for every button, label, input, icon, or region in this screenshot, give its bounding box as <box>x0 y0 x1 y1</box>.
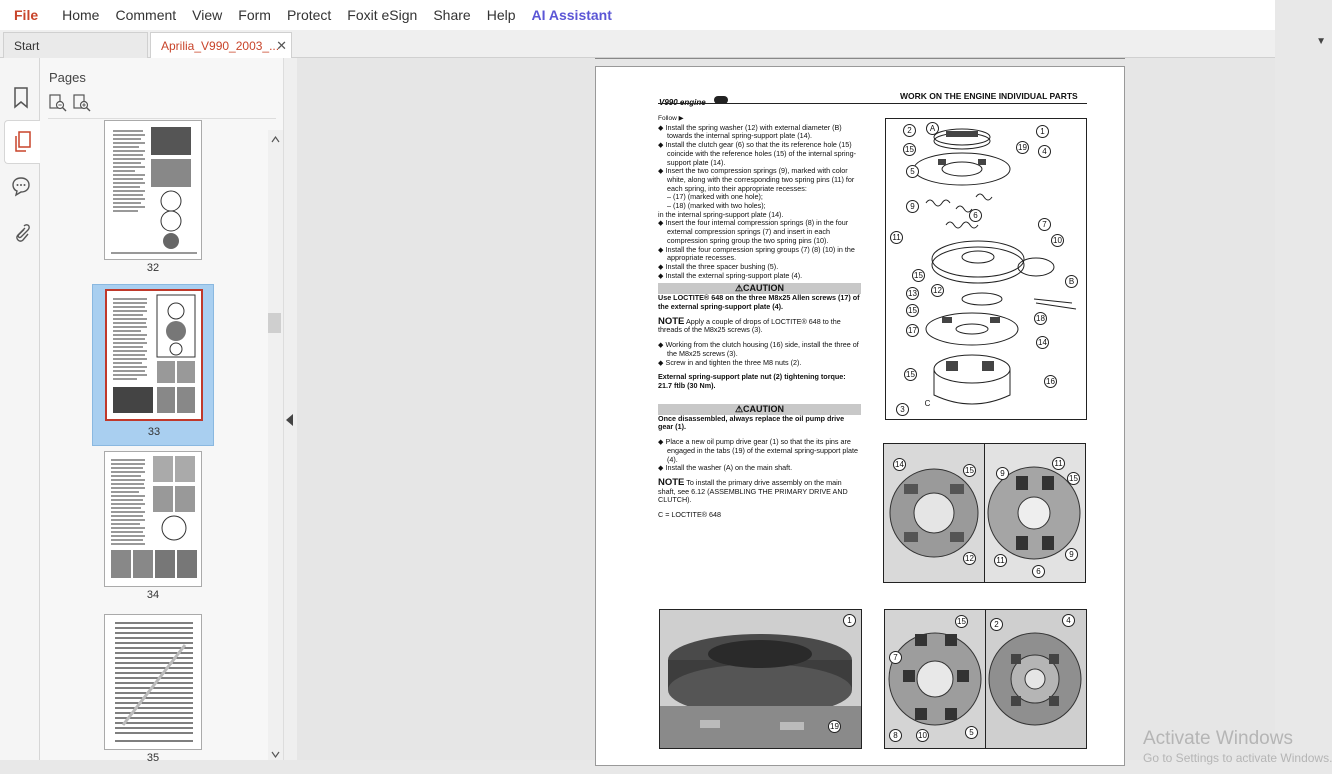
thumbnail-image <box>105 289 203 421</box>
page-thumbnail-34[interactable] <box>92 451 214 611</box>
tab-document-label: Aprilia_V990_2003_... <box>161 39 280 53</box>
callout-label: 7 <box>1038 218 1051 231</box>
page-header-right: WORK ON THE ENGINE INDIVIDUAL PARTS <box>900 91 1078 101</box>
thumbnail-image <box>104 614 202 750</box>
tab-start[interactable] <box>3 32 148 58</box>
callout-label: 12 <box>963 552 976 565</box>
previous-page-edge <box>595 58 1125 59</box>
spring-assembly-photos <box>884 609 1087 749</box>
callout-label: 17 <box>906 324 919 337</box>
callout-label: 4 <box>1038 145 1051 158</box>
callout-label: 13 <box>906 287 919 300</box>
callout-label: 7 <box>889 651 902 664</box>
page-zoom-out-icon[interactable] <box>49 94 67 112</box>
instruction: ◆ Install the washer (A) on the main shaft. <box>658 463 793 473</box>
instruction: ◆ Install the four compression spring groups (7) (8) (10) in the appropriate recesses. <box>658 244 855 263</box>
callout-label: 15 <box>955 615 968 628</box>
callout-label: 19 <box>1016 141 1029 154</box>
page-thumbnail-35[interactable] <box>92 614 214 774</box>
page-number-label: 32 <box>146 262 160 274</box>
callout-label: 5 <box>965 726 978 739</box>
divider <box>48 118 276 119</box>
note-label: NOTE <box>658 315 685 327</box>
callout-label: 8 <box>889 729 902 742</box>
callout-label: 2 <box>990 618 1003 631</box>
page-number-label: 34 <box>146 589 160 601</box>
callout-label: 19 <box>828 720 841 733</box>
callout-label: 1 <box>1036 125 1049 138</box>
callout-label: 4 <box>1062 614 1075 627</box>
instruction: in the internal spring-support plate (14). <box>658 209 784 219</box>
callout-label: 16 <box>1044 375 1057 388</box>
chevron-down-icon[interactable]: ▼ <box>1316 36 1326 47</box>
callout-label: 2 <box>903 124 916 137</box>
activation-watermark-title: Activate Windows <box>1143 728 1293 749</box>
document-page <box>595 66 1125 766</box>
callout-label: 15 <box>904 368 917 381</box>
menu-view[interactable]: View <box>192 7 223 23</box>
collapse-panel-icon[interactable] <box>286 414 294 429</box>
comment-icon[interactable] <box>7 172 35 200</box>
thumbnail-scrollbar[interactable] <box>268 130 283 760</box>
bookmark-icon[interactable] <box>7 84 35 112</box>
scrollbar-thumb[interactable] <box>268 313 281 333</box>
instruction: ◆ Install the spring washer (12) with external diameter (B) towards the internal spring-support plate (14). <box>658 122 842 141</box>
instruction: ◆ Install the three spacer bushing (5). <box>658 261 779 271</box>
page-thumbnail-32[interactable] <box>92 120 214 274</box>
callout-label: 10 <box>1051 234 1064 247</box>
close-icon[interactable]: ✕ <box>276 38 287 53</box>
instruction: – (18) (marked with two holes); <box>667 201 766 211</box>
tab-start-label: Start <box>14 39 40 53</box>
menu-share[interactable]: Share <box>433 7 471 23</box>
callout-label: 12 <box>931 284 944 297</box>
menu-bar <box>0 0 1275 30</box>
callout-label: 9 <box>1065 548 1078 561</box>
torque-spec: External spring-support plate nut (2) tightening torque: 21.7 ftlb (30 Nm). <box>658 372 846 390</box>
instruction: ◆ Screw in and tighten the three M8 nuts (2). <box>658 357 802 367</box>
menu-foxit-esign[interactable]: Foxit eSign <box>347 7 418 23</box>
callout-label: 18 <box>1034 312 1047 325</box>
page-thumbnail-list <box>40 130 268 764</box>
page-number-label: 35 <box>146 752 160 764</box>
page-text-column <box>658 115 861 520</box>
menu-protect[interactable]: Protect <box>286 7 332 23</box>
callout-label: 15 <box>963 464 976 477</box>
page-zoom-in-icon[interactable] <box>73 94 91 112</box>
callout-label: 11 <box>890 231 903 244</box>
instruction: ◆ Install the external spring-support plate (4). <box>658 270 803 280</box>
callout-label: 9 <box>906 200 919 213</box>
page-thumbnail-33[interactable] <box>92 284 214 446</box>
callout-label: 3 <box>896 403 909 416</box>
callout-label: 9 <box>996 467 1009 480</box>
tab-bar <box>0 30 1275 58</box>
pages-panel-title: Pages <box>49 70 86 85</box>
header-rule <box>658 103 1087 104</box>
instruction: ◆ Install the clutch gear (6) so that the its reference hole (15) coincide with the reference holes (15) of the internal spring-support plate (14). <box>658 140 856 167</box>
instruction: – (17) (marked with one hole); <box>667 192 763 202</box>
callout-label: 6 <box>969 209 982 222</box>
caution-text: Use LOCTITE® 648 on the three M8x25 Allen screws (17) of the external spring-support plate (4). <box>658 293 860 312</box>
menu-file[interactable]: File <box>14 7 39 23</box>
callout-label: 11 <box>1052 457 1065 470</box>
legend-text: C = LOCTITE® 648 <box>658 510 722 520</box>
follow-label: Follow ▶ <box>658 115 684 122</box>
thumbnail-image <box>104 120 202 260</box>
menu-form[interactable]: Form <box>238 7 271 23</box>
attachment-icon[interactable] <box>7 219 35 247</box>
instruction: ◆ Working from the clutch housing (16) side, install the three of the M8x25 screws (3). <box>658 340 859 358</box>
pages-panel <box>40 58 283 764</box>
note-text: To install the primary drive assembly on the main shaft, see 6.12 (ASSEMBLING THE PRIMARY DRIVE AND CLUTCH). <box>658 477 848 505</box>
activation-watermark-subtitle: Go to Settings to activate Windows. <box>1143 751 1332 765</box>
caution-text: Once disassembled, always replace the oil pump drive gear (1). <box>658 413 845 432</box>
caution-banner: ⚠CAUTION <box>658 283 861 294</box>
callout-label: B <box>1065 275 1078 288</box>
note-label: NOTE <box>658 476 685 488</box>
callout-label: 15 <box>906 304 919 317</box>
note-text: Apply a couple of drops of LOCTITE® 648 to the threads of the M8x25 screws (3). <box>658 316 841 335</box>
menu-help[interactable]: Help <box>486 7 516 23</box>
pages-icon[interactable] <box>4 120 40 164</box>
thumbnail-image <box>104 451 202 587</box>
tab-document[interactable] <box>150 32 292 59</box>
callout-label: A <box>926 122 939 135</box>
callout-label: 1 <box>843 614 856 627</box>
instruction: ◆ Place a new oil pump drive gear (1) so that the its pins are engaged in the tabs (19) of the external spring-support plate (4). <box>658 437 858 464</box>
callout-label: 5 <box>906 165 919 178</box>
instruction: ◆ Insert the two compression springs (9), marked with color white, along with the corresponding two spring pins (11) for each spring, into their appropriate recesses: <box>658 166 855 193</box>
page-number-label: 33 <box>147 426 161 438</box>
caution-banner: ⚠CAUTION <box>658 404 861 415</box>
callout-label: 14 <box>893 458 906 471</box>
instruction: ◆ Insert the four internal compression springs (8) in the four external compression springs (7) and insert in each compression spring group the two spring pins (10). <box>658 218 849 245</box>
callout-label: 15 <box>912 269 925 282</box>
navigation-sidebar <box>0 58 40 760</box>
panel-splitter[interactable] <box>283 58 297 760</box>
menu-comment[interactable]: Comment <box>115 7 177 23</box>
callout-label: 10 <box>916 729 929 742</box>
menu-ai-assistant[interactable]: AI Assistant <box>531 7 612 23</box>
callout-label: 11 <box>994 554 1007 567</box>
menu-home[interactable]: Home <box>62 7 100 23</box>
callout-label: 6 <box>1032 565 1045 578</box>
callout-label: 15 <box>903 143 916 156</box>
callout-label: 14 <box>1036 336 1049 349</box>
callout-label: C <box>924 399 931 408</box>
callout-label: 15 <box>1067 472 1080 485</box>
